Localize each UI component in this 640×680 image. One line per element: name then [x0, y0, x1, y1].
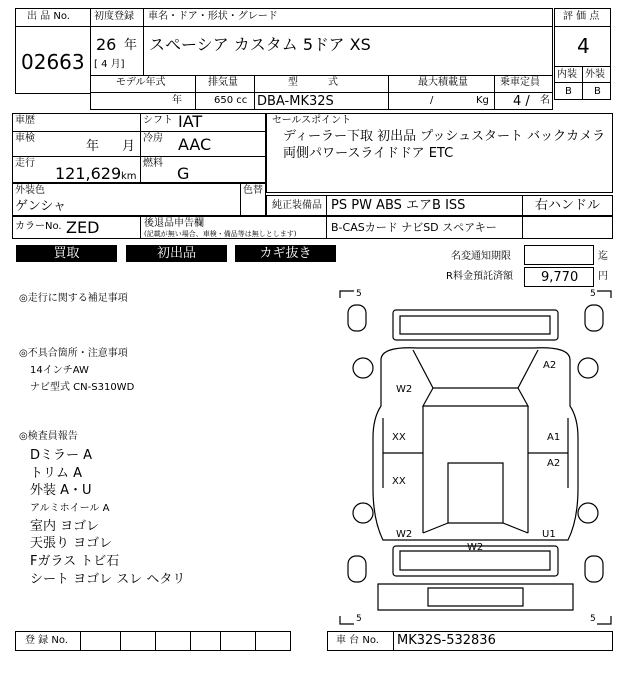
exterior-grade: B [594, 86, 601, 97]
corner-label-tl: 5 [356, 289, 362, 299]
model-year-label: モデル年式 [116, 77, 166, 88]
genuine: PS PW ABS エアB ISS [331, 198, 466, 213]
car-name: スペーシア カスタム 5ドア XS [149, 35, 371, 54]
chassis: MK32S-532836 [397, 633, 496, 648]
notice-label: 名変通知期限 [451, 251, 511, 262]
report-item: Dミラー A [30, 448, 93, 463]
history-label: 車歴 [15, 115, 35, 126]
report-item: 室内 ヨゴレ [30, 519, 100, 534]
recycle-label: R料金預託済額 [446, 271, 513, 282]
damage-mark: XX [392, 432, 406, 443]
car-desc-label: 車名・ドア・形状・グレード [148, 11, 278, 22]
exterior-color: ゲンシャ [15, 199, 67, 214]
interior-grade: B [565, 86, 572, 97]
corner-label-br: 5 [590, 614, 596, 624]
capacity: 4 / [513, 94, 530, 109]
exterior-label: 外装 [585, 69, 605, 80]
chassis-label: 車 台 No. [336, 635, 379, 646]
aftermarket-note: (記載が無い場合、車検・備品等は無しとします) [144, 230, 297, 238]
report-item: 天張り ヨゴレ [30, 536, 113, 551]
ac: AAC [178, 135, 212, 154]
rating-label: 評 価 点 [563, 11, 600, 22]
damage-mark: U1 [542, 529, 556, 540]
defect-2: ナビ型式 CN-S310WD [30, 382, 135, 393]
displacement: 650 cc [214, 95, 248, 106]
inspection-month: 月 [122, 139, 136, 154]
lot-no: 02663 [21, 50, 85, 74]
report-item: 外装 A・U [30, 483, 92, 498]
shift-label: シフト [143, 115, 173, 126]
model-year-unit: 年 [172, 95, 182, 106]
notice-box [524, 245, 594, 265]
key-removed-badge: カギ抜き [235, 245, 336, 262]
odometer-unit: km [121, 171, 137, 182]
type-label: 型 式 [288, 77, 338, 88]
report-item: Fガラス トビ石 [30, 554, 120, 569]
color-no: ZED [66, 218, 100, 237]
shift: IAT [178, 112, 203, 131]
specs-box [12, 113, 266, 183]
sales-label: セールスポイント [272, 115, 352, 126]
damage-mark: XX [392, 476, 406, 487]
genuine-label: 純正装備品 [272, 200, 322, 211]
max-load-label: 最大積載量 [418, 77, 468, 88]
first-reg-label: 初度登録 [94, 11, 134, 22]
interior-label: 内装 [557, 69, 577, 80]
defects-title: ◎不具合箇所・注意事項 [19, 348, 128, 359]
rating: 4 [577, 34, 590, 58]
reg-label: 登 録 No. [25, 635, 68, 646]
inspection-label: 車検 [15, 133, 35, 144]
damage-mark: W2 [467, 542, 484, 553]
inspection-year: 年 [86, 139, 100, 154]
displacement-label: 排気量 [208, 77, 238, 88]
exterior-color-label: 外装色 [15, 185, 45, 196]
recycle: 9,770 [541, 270, 579, 285]
inspector-title: ◎検査員報告 [19, 431, 78, 442]
damage-mark: A1 [547, 432, 561, 443]
corner-label-bl: 5 [356, 614, 362, 624]
damage-mark: W2 [396, 384, 413, 395]
ac-label: 冷房 [143, 133, 163, 144]
lot-no-label: 出 品 No. [27, 11, 70, 22]
extras: B-CASカード ナビSD スペアキー [331, 221, 497, 234]
year-unit: 年 [124, 38, 138, 53]
damage-mark: A2 [543, 360, 557, 371]
first-reg-year: 26 [96, 35, 117, 54]
report-item: シート ヨゴレ スレ ヘタリ [30, 572, 186, 587]
notice-unit: 迄 [598, 251, 608, 262]
steering: 右ハンドル [535, 198, 601, 213]
sales-line-1: ディーラー下取 初出品 プッシュスタート バックカメラ [283, 129, 606, 144]
running-title: ◎走行に関する補足事項 [19, 293, 128, 304]
fuel: G [177, 164, 190, 183]
max-load-unit: Kg [476, 95, 489, 106]
buy-badge: 買取 [16, 245, 117, 262]
report-item: アルミホイール A [30, 503, 110, 514]
corner-label-tr: 5 [590, 289, 596, 299]
capacity-unit: 名 [540, 95, 550, 106]
damage-mark: W2 [396, 529, 413, 540]
vehicle-damage-diagram [338, 288, 613, 628]
aftermarket-label: 後退品申告欄 [144, 218, 204, 229]
type-value: DBA-MK32S [257, 94, 334, 109]
odometer-label: 走行 [15, 158, 35, 169]
report-item: トリム A [30, 466, 83, 481]
sales-line-2: 両側パワースライドドア ETC [283, 146, 454, 161]
recycle-unit: 円 [598, 271, 608, 282]
odometer: 121,629 [55, 164, 122, 183]
defect-1: 14インチAW [30, 365, 89, 376]
color-no-label: カラーNo. [15, 221, 62, 232]
max-load-sep: / [430, 95, 434, 106]
color-change-label: 色替 [243, 185, 263, 196]
first-listing-badge: 初出品 [126, 245, 227, 262]
fuel-label: 燃料 [143, 158, 163, 169]
damage-mark: A2 [547, 458, 561, 469]
first-reg-month: [ 4 月] [94, 59, 125, 70]
capacity-label: 乗車定員 [500, 77, 540, 88]
